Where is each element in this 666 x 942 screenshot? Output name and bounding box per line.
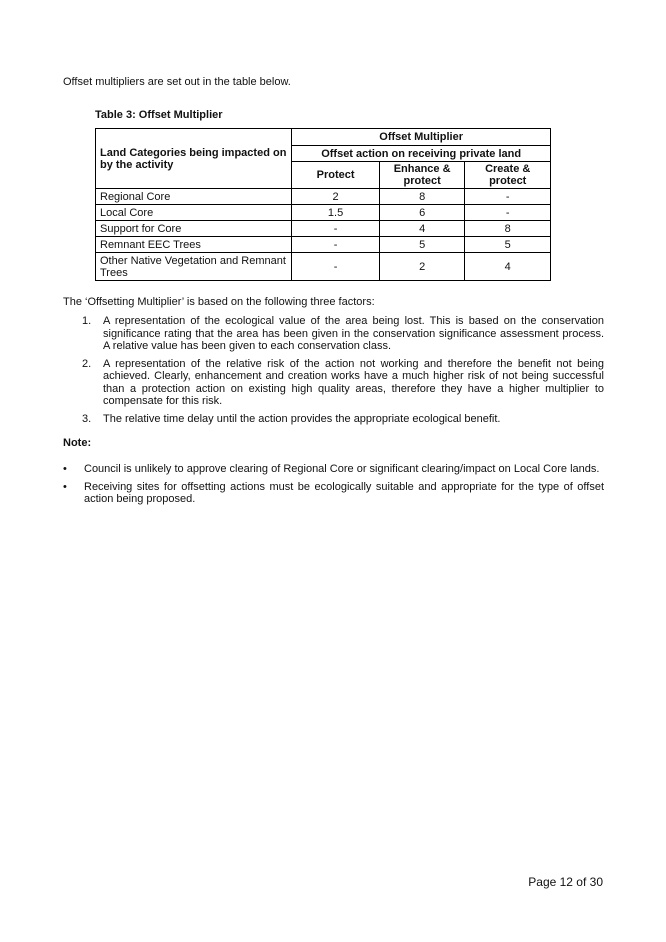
table-row	[96, 189, 551, 205]
list-item	[63, 481, 604, 506]
protect-value: -	[292, 253, 380, 281]
bullet-icon: •	[63, 463, 67, 475]
table-row	[96, 237, 551, 253]
intro-text: Offset multipliers are set out in the table below.	[63, 76, 291, 88]
note-heading: Note:	[63, 437, 92, 449]
create-value: 8	[465, 221, 551, 237]
list-item	[82, 358, 604, 408]
column-header-enhance: Enhance & protect	[379, 162, 465, 189]
list-item	[82, 413, 604, 426]
list-item-text: Council is unlikely to approve clearing of Regional Core or significant clearing/impact on Local Core lands.	[84, 463, 600, 475]
protect-value: -	[292, 221, 380, 237]
list-number: 2.	[82, 357, 92, 370]
list-number: 1.	[82, 315, 92, 327]
enhance-value: 2	[379, 253, 465, 281]
offset-multiplier-header: Offset Multiplier	[292, 129, 551, 146]
row-category: Other Native Vegetation and Remnant Trees	[96, 253, 292, 281]
create-value: -	[465, 189, 551, 205]
enhance-value: 6	[379, 205, 465, 221]
list-item-text: Receiving sites for offsetting actions must be ecologically suitable and appropriate for the type of offset action being proposed.	[84, 480, 604, 505]
offset-multiplier-table	[95, 128, 551, 281]
list-item-text: A representation of the ecological value of the area being lost. This is based on the conservation significance rating that the area has been given in the conservation significance assessment process. A relative value has been given to each conservation class.	[103, 315, 604, 352]
enhance-value: 8	[379, 189, 465, 205]
create-value: 4	[465, 253, 551, 281]
list-item-text: The relative time delay until the action provides the appropriate ecological benefit.	[103, 412, 501, 425]
factors-intro: The ‘Offsetting Multiplier’ is based on the following three factors:	[63, 296, 375, 308]
create-value: -	[465, 205, 551, 221]
table-row	[96, 253, 551, 281]
column-header-create: Create & protect	[465, 162, 551, 189]
page-number: Page 12 of 30	[528, 875, 603, 889]
table-row	[96, 205, 551, 221]
row-category: Remnant EEC Trees	[96, 237, 292, 253]
list-number: 3.	[82, 412, 92, 425]
land-categories-header: Land Categories being impacted on by the activity	[96, 129, 292, 189]
list-item-text: A representation of the relative risk of the action not working and therefore the benefit not being achieved. Clearly, enhancement and creation works have a much higher risk of not being successful than a protection action on existing high quality areas, therefore they have a higher multiplier to compensate for this risk.	[103, 357, 604, 407]
protect-value: 1.5	[292, 205, 380, 221]
table-row	[96, 221, 551, 237]
list-item	[63, 463, 604, 476]
list-item	[82, 315, 604, 353]
protect-value: 2	[292, 189, 380, 205]
enhance-value: 5	[379, 237, 465, 253]
row-category: Regional Core	[96, 189, 292, 205]
offset-action-header: Offset action on receiving private land	[292, 146, 551, 162]
table-title: Table 3: Offset Multiplier	[95, 109, 223, 121]
factors-list	[82, 315, 604, 430]
create-value: 5	[465, 237, 551, 253]
row-category: Support for Core	[96, 221, 292, 237]
enhance-value: 4	[379, 221, 465, 237]
protect-value: -	[292, 237, 380, 253]
column-header-protect: Protect	[292, 162, 380, 189]
notes-list	[63, 463, 604, 511]
row-category: Local Core	[96, 205, 292, 221]
bullet-icon: •	[63, 480, 67, 493]
